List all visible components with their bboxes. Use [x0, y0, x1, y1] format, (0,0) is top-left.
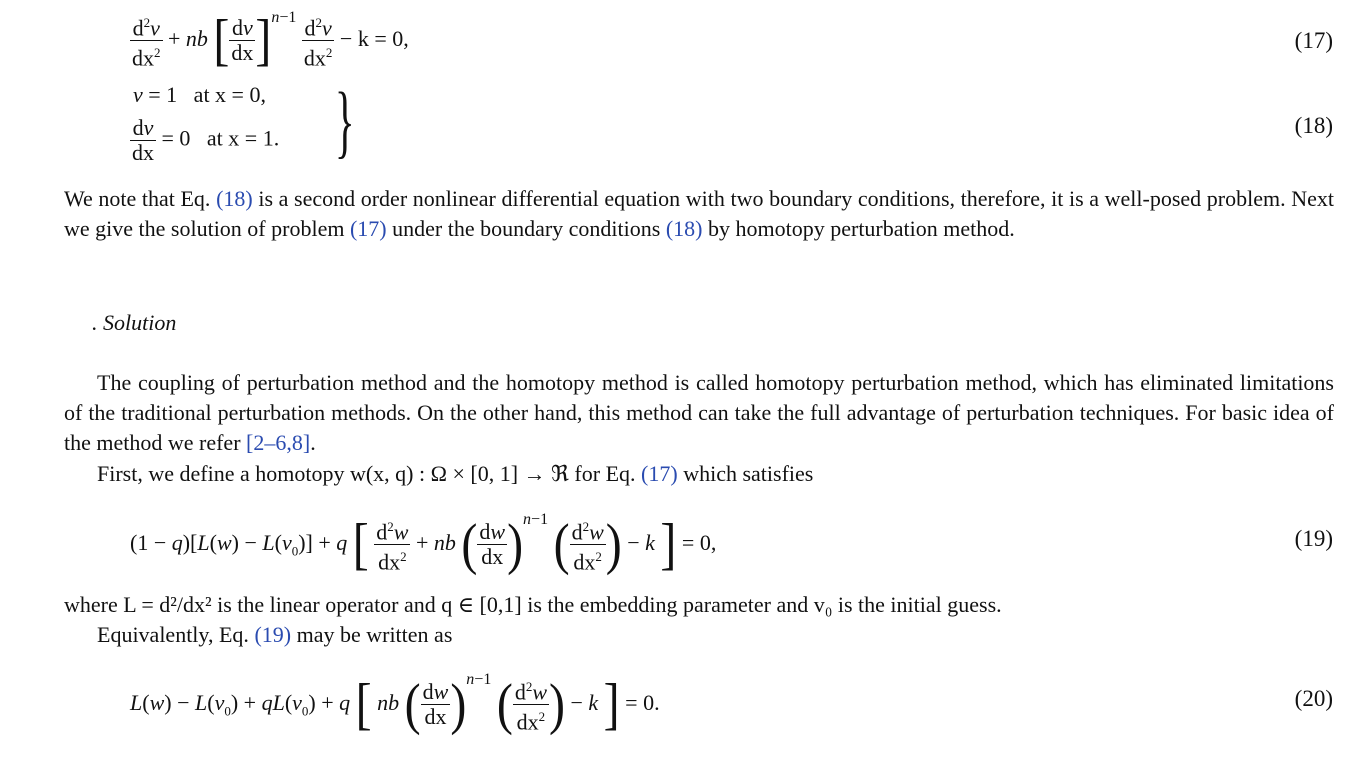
text: .	[310, 430, 316, 455]
ref-eq18[interactable]: (18)	[216, 186, 253, 211]
text: by homotopy perturbation method.	[702, 216, 1015, 241]
text: under the boundary conditions	[386, 216, 666, 241]
equation-18-line1: v = 1 at x = 0,	[133, 82, 266, 107]
eq17-tail: − k = 0,	[339, 26, 409, 51]
paragraph-hpm-intro	[64, 368, 1334, 458]
equation-19: $(1 - q)[L(w) - L(v_0)] + q$ [ $\frac{d^2w}{dx^2}$ + nb ( $\frac{dw}{dx}$ )$^{n-1}$ ( $\frac{d^2w}{dx^2}$ ) − k ] = 0,	[130, 511, 717, 577]
equation-number-17: (17)	[1294, 28, 1333, 53]
equation-number-19: (19)	[1294, 526, 1333, 551]
equation-17: $\frac{d^2v}{dx^2}$ + nb [ $\frac{dv}{dx}$ ]$^{n-1}$ $\frac{d^2v}{dx^2}$ − k = 0,	[132, 8, 409, 73]
ref-eq18[interactable]: (18)	[665, 216, 703, 241]
paragraph-where-L	[64, 590, 1334, 620]
eq18-line2: = 0 at x = 1.	[161, 125, 280, 151]
ref-citations[interactable]: [2–6,8]	[246, 430, 311, 455]
ref-eq17[interactable]: (17)	[641, 461, 678, 486]
paragraph-equivalently	[64, 620, 1334, 650]
right-brace: }	[334, 75, 355, 166]
ref-eq19[interactable]: (19)	[254, 622, 292, 647]
eq18-line1: = 1 at x = 0,	[148, 82, 266, 107]
text: is a second order nonlinear differential equation with two boundary conditions, therefore, it is a well-posed problem. Next we give the solution of problem	[64, 186, 1334, 241]
section-title: . Solution	[92, 310, 177, 335]
ref-eq17[interactable]: (17)	[349, 216, 387, 241]
text: where L = d²/dx² is the linear operator and q ∈ [0,1] is the embedding parameter and v₀ is the initial guess.	[64, 592, 1002, 617]
text: We note that Eq.	[64, 186, 217, 211]
paragraph-homotopy-def	[64, 459, 1334, 489]
text: which satisfies	[677, 461, 814, 486]
text: First, we define a homotopy w(x, q) : Ω × [0, 1] → ℜ for Eq.	[97, 461, 642, 486]
equation-20: $L(w) - L(v_0) + qL(v_0) + q$ [ nb ( $\frac{dw}{dx}$ )$^{n-1}$ ( $\frac{d^2w}{dx^2}$ ) − k ] = 0.	[130, 671, 660, 737]
equation-18-line2: $\frac{dv}{dx}$ = 0 at x = 1.	[132, 115, 280, 165]
text: Equivalently, Eq.	[97, 622, 255, 647]
paragraph-well-posed	[64, 184, 1334, 244]
equation-number-20: (20)	[1294, 686, 1333, 711]
text: The coupling of perturbation method and the homotopy method is called homotopy perturbation method, which has eliminated limitations of the traditional perturbation methods. On the other hand, this method can take the full advantage of perturbation techniques. For basic idea of the method we refer	[64, 370, 1334, 455]
equation-number-18: (18)	[1294, 113, 1333, 138]
text: may be written as	[291, 622, 453, 647]
